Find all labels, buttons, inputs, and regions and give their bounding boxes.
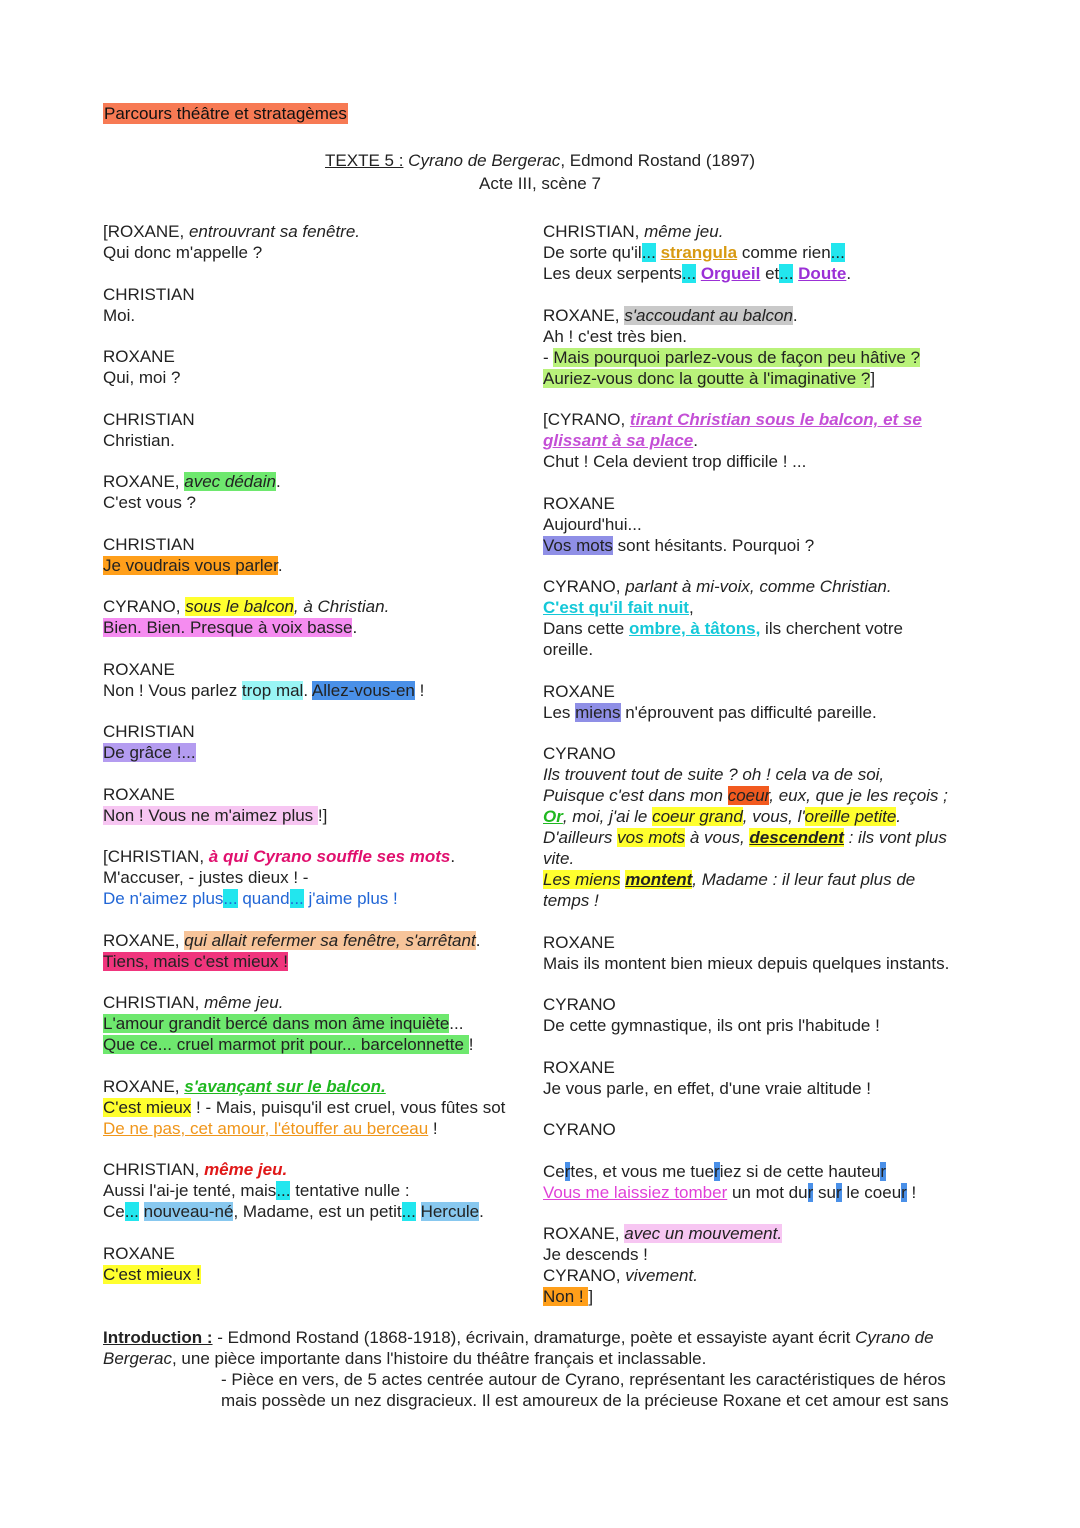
dialogue-line: [543, 1182, 983, 1203]
dialogue-line: [543, 1015, 983, 1036]
text-run: ROXANE: [543, 1057, 615, 1077]
text-run: avec un mouvement.: [624, 1224, 783, 1243]
dialogue-line: [543, 263, 983, 284]
text-run: Puisque c'est dans mon: [543, 786, 728, 805]
text-run: !]: [317, 805, 328, 825]
text-run: coeur: [727, 786, 770, 805]
text-run: ROXANE,: [543, 1224, 625, 1243]
text-run: ...: [401, 1202, 416, 1221]
text-run: Mais pourquoi parlez-vous de façon peu hâtive ?: [553, 347, 921, 367]
dialogue-line: [543, 368, 983, 389]
dialogue-line: [103, 1034, 538, 1055]
text-run: Ce: [543, 1161, 565, 1181]
text-run: Allez-vous-en: [311, 680, 415, 700]
text-run: tes, et vous me tue: [570, 1161, 715, 1181]
dialogue-block: [103, 1159, 538, 1222]
text-run: -: [543, 347, 554, 367]
text-run: Orgueil: [700, 264, 761, 283]
dialogue-line: [103, 1264, 538, 1285]
dialogue-line: [103, 1159, 538, 1180]
text-run: .: [792, 305, 798, 325]
dialogue-line: [103, 805, 538, 826]
text-run: Hercule: [420, 1202, 480, 1221]
text-run: descendent: [749, 828, 844, 847]
dialogue-line: [543, 409, 983, 430]
text-run: CHRISTIAN,: [103, 993, 205, 1012]
dialogue-line: [543, 890, 983, 911]
dialogue-block: [103, 221, 538, 263]
dialogue-block: [543, 1057, 983, 1099]
dialogue-line: [103, 888, 538, 909]
text-run: ,: [688, 598, 694, 617]
text-run: .: [275, 472, 281, 491]
dialogue-line: [103, 1097, 538, 1118]
title-rest: , Edmond Rostand (1897): [560, 151, 755, 170]
text-run: Christian.: [103, 430, 175, 450]
text-run: ROXANE: [543, 681, 615, 701]
text-run: De grâce !...: [103, 743, 196, 762]
dialogue-line: [543, 1161, 983, 1182]
dialogue-line: [543, 430, 983, 451]
text-run: ...: [449, 1014, 464, 1033]
dialogue-line: [103, 930, 538, 951]
text-run: CHRISTIAN,: [543, 222, 645, 241]
text-run: glissant à sa place: [543, 431, 694, 450]
dialogue-line: [543, 1078, 983, 1099]
dialogue-line: [103, 430, 538, 451]
dialogue-line: [543, 848, 983, 869]
intro-paragraph-1: [103, 1327, 983, 1369]
text-run: De cette gymnastique, ils ont pris l'habitude !: [543, 1016, 880, 1035]
text-run: oreille.: [543, 640, 594, 659]
dialogue-line: [543, 639, 983, 660]
dialogue-block: [103, 784, 538, 826]
text-run: ROXANE,: [103, 1076, 185, 1096]
dialogue-line: [103, 951, 538, 972]
text-run: L'amour grandit bercé dans mon âme inquiète: [103, 1014, 450, 1033]
title-work: Cyrano de Bergerac: [408, 151, 561, 170]
dialogue-line: [543, 305, 983, 326]
text-run: !: [428, 1118, 438, 1138]
intro-text-a: - Edmond Rostand (1868-1918), écrivain, dramaturge, poète et essayiste ayant écrit: [212, 1328, 856, 1347]
text-run: , eux, que je les reçois ;: [769, 786, 948, 805]
dialogue-line: [543, 535, 983, 556]
text-run: Ce: [103, 1202, 125, 1221]
text-run: CHRISTIAN,: [103, 1160, 205, 1179]
text-run: ROXANE: [543, 932, 615, 952]
text-run: [ROXANE,: [103, 222, 189, 241]
text-run: !: [414, 680, 425, 700]
dialogue-line: [543, 1057, 983, 1078]
text-run: Qui, moi ?: [103, 368, 181, 387]
text-heading: [0, 149, 1080, 195]
dialogue-block: [543, 994, 983, 1036]
text-run: Vos mots: [543, 535, 613, 555]
text-run: CYRANO,: [543, 577, 626, 596]
dialogue-line: [103, 846, 538, 867]
text-run: j'aime plus !: [303, 889, 398, 908]
text-run: .: [303, 680, 312, 700]
text-run: C'est mieux: [103, 1097, 192, 1117]
dialogue-line: [103, 992, 538, 1013]
dialogue-line: [103, 242, 538, 263]
dialogue-block: [103, 659, 538, 701]
text-run: ...: [641, 243, 656, 262]
text-run: ...: [681, 264, 697, 283]
dialogue-line: [543, 806, 983, 827]
dialogue-line: [103, 1201, 538, 1222]
text-run: ROXANE,: [103, 930, 185, 950]
text-run: Doute: [798, 264, 847, 283]
text-run: CYRANO: [543, 744, 616, 763]
dialogue-line: [543, 785, 983, 806]
dialogue-line: [103, 367, 538, 388]
text-run: Les miens: [543, 870, 621, 889]
text-run: trop mal: [241, 680, 304, 700]
text-run: De ne pas, cet amour, l'étouffer au berceau: [103, 1118, 429, 1138]
text-run: Les: [543, 702, 576, 722]
text-run: ...: [779, 264, 794, 283]
dialogue-line: [103, 346, 538, 367]
text-run: comme rien: [737, 243, 831, 262]
text-run: Mais ils montent bien mieux depuis quelques instants.: [543, 953, 950, 973]
text-run: un mot du: [727, 1182, 808, 1202]
text-run: .: [846, 264, 852, 283]
text-run: sont hésitants. Pourquoi ?: [612, 535, 815, 555]
text-run: .: [475, 930, 481, 950]
text-run: parlant à mi-voix, comme Christian.: [625, 577, 892, 596]
dialogue-line: [103, 555, 538, 576]
dialogue-line: [543, 1286, 983, 1307]
intro-work-title: Cyrano de Bergerac: [103, 1328, 934, 1368]
dialogue-line: [543, 597, 983, 618]
text-run: [139, 1202, 144, 1221]
dialogue-block: [543, 305, 983, 389]
text-run: n'éprouvent pas difficulté pareille.: [620, 702, 877, 722]
text-run: ils cherchent votre: [760, 619, 903, 638]
text-run: ROXANE: [103, 659, 175, 679]
text-run: .: [450, 847, 456, 866]
text-run: Auriez-vous donc la goutte à l'imaginative ?: [543, 368, 871, 388]
dialogue-block: [103, 596, 538, 638]
dialogue-block: [543, 681, 983, 723]
dialogue-block: [103, 721, 538, 763]
text-run: r: [714, 1161, 720, 1181]
dialogue-line: [103, 221, 538, 242]
text-run: ROXANE,: [543, 305, 625, 325]
text-run: !: [468, 1035, 474, 1054]
text-run: ROXANE: [543, 493, 615, 513]
text-run: vite.: [543, 849, 575, 868]
text-run: Qui donc m'appelle ?: [103, 243, 263, 262]
text-run: .: [693, 431, 698, 450]
text-run: ! - Mais, puisqu'il est cruel, vous fûtes sot: [191, 1097, 506, 1117]
text-run: Dans cette: [543, 619, 629, 638]
text-run: : ils vont plus: [843, 828, 947, 847]
dialogue-block: [103, 346, 538, 388]
text-run: ombre, à tâtons,: [629, 619, 761, 638]
text-run: r: [901, 1182, 907, 1202]
text-run: s'accoudant au balcon: [624, 305, 793, 325]
title-label: TEXTE 5 :: [325, 151, 404, 170]
text-run: , moi, j'ai le: [562, 807, 653, 826]
dialogue-line: [543, 326, 983, 347]
dialogue-line: [543, 514, 983, 535]
dialogue-line: [103, 1118, 538, 1139]
text-run: tentative nulle :: [290, 1181, 410, 1200]
text-run: ...: [276, 1181, 291, 1200]
text-run: ROXANE: [103, 784, 175, 804]
dialogue-line: [543, 827, 983, 848]
dialogue-line: [543, 743, 983, 764]
text-run: avec dédain: [184, 472, 276, 491]
text-run: Ah ! c'est très bien.: [543, 326, 688, 346]
text-run: CYRANO,: [543, 1266, 626, 1285]
text-run: CHRISTIAN: [103, 722, 195, 741]
text-run: sous le balcon: [185, 597, 294, 616]
text-run: quand: [237, 889, 290, 908]
dialogue-line: [103, 659, 538, 680]
text-run: tirant Christian sous le balcon, et se: [629, 410, 922, 429]
dialogue-block: [103, 992, 538, 1055]
text-run: CHRISTIAN: [103, 409, 195, 429]
text-run: CYRANO,: [103, 597, 186, 616]
dialogue-line: [103, 721, 538, 742]
dialogue-line: [543, 1244, 983, 1265]
text-run: entrouvrant sa fenêtre.: [188, 222, 361, 241]
dialogue-line: [543, 618, 983, 639]
dialogue-line: [543, 702, 983, 723]
dialogue-line: [103, 1076, 538, 1097]
text-run: Chut ! Cela devient trop difficile ! ...: [543, 452, 807, 471]
dialogue-block: [103, 409, 538, 451]
dialogue-line: [103, 867, 538, 888]
dialogue-line: [543, 1119, 983, 1140]
text-run: même jeu.: [204, 1160, 288, 1179]
right-column: [543, 221, 983, 1328]
dialogue-block: [543, 1119, 983, 1140]
text-run: .: [277, 555, 283, 575]
course-badge: Parcours théâtre et stratagèmes: [104, 104, 347, 123]
dialogue-line: [543, 221, 983, 242]
dialogue-block: [103, 846, 538, 909]
text-run: Non ! Vous parlez: [103, 680, 242, 700]
dialogue-line: [103, 534, 538, 555]
dialogue-line: [103, 471, 538, 492]
dialogue-line: [543, 932, 983, 953]
text-run: ...: [289, 889, 304, 908]
dialogue-line: [543, 347, 983, 368]
text-run: su: [813, 1182, 836, 1202]
text-run: ]: [588, 1287, 594, 1306]
text-run: Je vous parle, en effet, d'une vraie altitude !: [543, 1078, 872, 1098]
dialogue-line: [543, 953, 983, 974]
text-run: Ils trouvent tout de suite ? oh ! cela va de soi,: [543, 765, 885, 784]
text-run: CYRANO: [543, 995, 616, 1014]
text-run: [CYRANO,: [543, 410, 630, 429]
dialogue-block: [543, 1223, 983, 1307]
text-run: ]: [870, 368, 876, 388]
text-run: s'avançant sur le balcon.: [184, 1076, 386, 1096]
text-run: Non ! Vous ne m'aimez plus: [103, 805, 318, 825]
text-run: oreille petite: [804, 807, 897, 826]
dialogue-line: [103, 617, 538, 638]
text-run: C'est vous ?: [103, 493, 197, 512]
text-run: iez si de cette hauteu: [719, 1161, 881, 1181]
dialogue-block: [103, 1076, 538, 1139]
text-run: C'est qu'il fait nuit: [543, 598, 689, 617]
dialogue-block: [103, 284, 538, 326]
text-run: ...: [830, 243, 845, 262]
text-run: CHRISTIAN: [103, 284, 195, 304]
text-run: , Madame : il leur faut plus de: [692, 870, 916, 889]
text-run: strangula: [660, 243, 738, 262]
text-run: CHRISTIAN: [103, 534, 195, 554]
intro-label: Introduction :: [103, 1328, 213, 1347]
dialogue-block: [543, 932, 983, 974]
text-run: temps !: [543, 891, 599, 910]
dialogue-block: [103, 534, 538, 576]
dialogue-line: [543, 994, 983, 1015]
subtitle: Acte III, scène 7: [479, 174, 601, 193]
text-run: r: [807, 1182, 814, 1202]
text-run: miens: [575, 702, 621, 722]
text-run: même jeu.: [204, 993, 284, 1012]
text-run: le coeu: [841, 1182, 902, 1202]
text-run: Bien. Bien. Presque à voix basse: [103, 618, 353, 637]
dialogue-block: [103, 1243, 538, 1285]
text-run: D'ailleurs: [543, 828, 618, 847]
text-run: Aussi l'ai-je tenté, mais: [103, 1181, 277, 1200]
dialogue-line: [543, 681, 983, 702]
intro-paragraph-2: - Pièce en vers, de 5 actes centrée autour de Cyrano, représentant les caractéristiques de héros mais possède un nez disgracieux. Il est amoureux de la précieuse Roxane et cet amour est sans: [221, 1370, 949, 1410]
text-run: et: [760, 264, 780, 283]
text-run: , vous, l': [742, 807, 805, 826]
dialogue-line: [543, 764, 983, 785]
text-run: Non !: [543, 1287, 589, 1306]
introduction: [103, 1327, 983, 1411]
text-run: Que ce... cruel marmot prit pour... barcelonnette: [103, 1035, 469, 1054]
dialogue-line: [103, 284, 538, 305]
text-run: C'est mieux !: [103, 1264, 201, 1284]
dialogue-line: [543, 1265, 983, 1286]
text-run: [416, 1202, 421, 1221]
dialogue-line: [103, 742, 538, 763]
dialogue-line: [103, 680, 538, 701]
dialogue-line: [543, 493, 983, 514]
dialogue-block: [543, 576, 983, 660]
dialogue-line: [103, 596, 538, 617]
text-run: De n'aimez plus: [103, 889, 224, 908]
text-run: coeur grand: [652, 807, 743, 826]
dialogue-line: [103, 1180, 538, 1201]
dialogue-block: [103, 471, 538, 513]
text-run: qui allait refermer sa fenêtre, s'arrêtant: [184, 930, 476, 950]
text-run: , Madame, est un petit: [233, 1202, 402, 1221]
text-run: vos mots: [617, 828, 686, 847]
text-run: CYRANO: [543, 1120, 616, 1139]
text-run: nouveau-né: [143, 1202, 234, 1221]
text-run: r: [880, 1161, 887, 1181]
dialogue-block: [543, 221, 983, 284]
text-run: .: [479, 1202, 484, 1221]
text-run: Je voudrais vous parler: [103, 555, 278, 575]
text-run: , à Christian.: [293, 597, 390, 616]
text-run: ROXANE: [103, 1243, 175, 1263]
text-run: Vous me laissiez tomber: [543, 1182, 728, 1202]
text-run: Les deux serpents: [543, 264, 682, 283]
text-run: vivement.: [625, 1266, 698, 1285]
text-run: r: [835, 1182, 842, 1202]
text-run: Je descends !: [543, 1245, 648, 1264]
text-run: Tiens, mais c'est mieux !: [103, 951, 288, 971]
dialogue-line: [103, 784, 538, 805]
dialogue-block: [543, 743, 983, 911]
dialogue-line: [543, 869, 983, 890]
text-run: ROXANE: [103, 347, 175, 366]
text-run: Aujourd'hui...: [543, 514, 642, 534]
text-run: De sorte qu'il: [543, 243, 642, 262]
text-run: même jeu.: [644, 222, 724, 241]
dialogue-line: [103, 1243, 538, 1264]
text-run: Moi.: [103, 305, 136, 325]
text-run: Or: [543, 807, 563, 826]
dialogue-line: [543, 451, 983, 472]
dialogue-block: [543, 493, 983, 556]
dialogue-block: [543, 409, 983, 472]
title-line: [0, 149, 1080, 172]
text-run: ...: [223, 889, 238, 908]
dialogue-block: [543, 1161, 983, 1203]
text-run: .: [352, 618, 358, 637]
text-run: [CHRISTIAN,: [103, 847, 209, 866]
dialogue-line: [103, 492, 538, 513]
dialogue-line: [543, 576, 983, 597]
dialogue-line: [103, 409, 538, 430]
dialogue-line: [543, 1223, 983, 1244]
dialogue-block: [103, 930, 538, 972]
left-column: [103, 221, 538, 1305]
dialogue-line: [103, 1013, 538, 1034]
text-run: r: [564, 1161, 571, 1181]
text-run: .: [896, 807, 902, 826]
text-run: ...: [124, 1202, 139, 1221]
intro-text-b: , une pièce importante dans l'histoire du théâtre français et inclassable.: [171, 1349, 707, 1368]
text-run: !: [906, 1182, 917, 1202]
text-run: M'accuser, - justes dieux ! -: [103, 868, 309, 887]
text-run: à vous,: [685, 828, 750, 847]
text-run: à qui Cyrano souffle ses mots: [208, 847, 451, 866]
text-run: ROXANE,: [103, 472, 185, 491]
text-run: montent: [625, 870, 693, 889]
dialogue-line: [103, 305, 538, 326]
dialogue-line: [543, 242, 983, 263]
